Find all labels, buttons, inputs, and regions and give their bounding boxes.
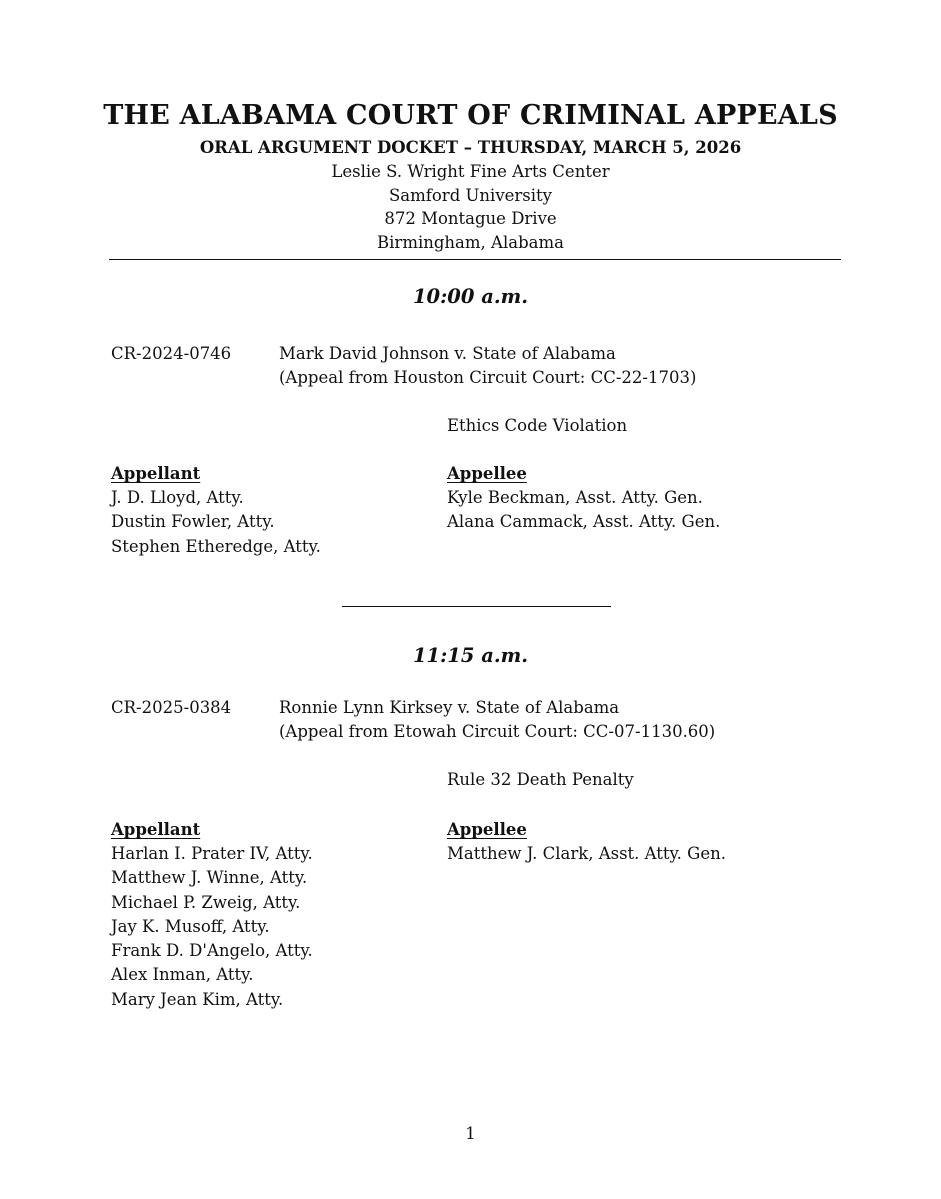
case-1-appellee-heading: Appellee (447, 464, 527, 483)
case-1-number: CR-2024-0746 (111, 344, 232, 363)
attorney-name: Matthew J. Winne, Atty. (111, 868, 308, 888)
case-1-appellant-heading: Appellant (111, 464, 201, 483)
case-1-style: Mark David Johnson v. State of Alabama (279, 344, 616, 363)
attorney-name: Jay K. Musoff, Atty. (111, 916, 270, 936)
case-2-issue: Rule 32 Death Penalty (447, 770, 634, 789)
case-1-time: 10:00 a.m. (412, 285, 529, 308)
case-2-time: 11:15 a.m. (412, 644, 529, 667)
case-1-appellee-attorneys (447, 486, 720, 535)
case-1-appeal-from: (Appeal from Houston Circuit Court: CC-22-1703) (279, 368, 697, 387)
venue-street: 872 Montague Drive (384, 209, 557, 228)
attorney-name: Alana Cammack, Asst. Atty. Gen. (447, 512, 721, 532)
case-divider (342, 606, 611, 607)
attorney-name: Kyle Beckman, Asst. Atty. Gen. (447, 488, 703, 507)
case-2-number: CR-2025-0384 (111, 698, 232, 717)
case-1-appellant-attorneys (111, 486, 321, 559)
attorney-name: Frank D. D'Angelo, Atty. (111, 941, 313, 961)
venue-institution: Samford University (388, 185, 552, 205)
attorney-name: Dustin Fowler, Atty. (111, 512, 275, 532)
case-2-style: Ronnie Lynn Kirksey v. State of Alabama (279, 698, 620, 717)
attorney-name: Matthew J. Clark, Asst. Atty. Gen. (447, 844, 726, 863)
docket-date-line: ORAL ARGUMENT DOCKET – THURSDAY, MARCH 5, 2026 (199, 138, 742, 157)
venue-city: Birmingham, Alabama (377, 232, 564, 252)
case-2-appellee-heading: Appellee (447, 820, 527, 839)
case-1-issue: Ethics Code Violation (447, 416, 628, 435)
page-number: 1 (465, 1124, 476, 1143)
venue-name: Leslie S. Wright Fine Arts Center (331, 162, 610, 181)
case-2-appellee-attorneys (447, 842, 726, 866)
court-title: THE ALABAMA COURT OF CRIMINAL APPEALS (103, 100, 838, 131)
attorney-name: Michael P. Zweig, Atty. (111, 892, 301, 912)
case-2-appellant-attorneys (111, 842, 313, 1012)
attorney-name: J. D. Lloyd, Atty. (111, 488, 244, 507)
attorney-name: Mary Jean Kim, Atty. (111, 989, 284, 1009)
header-divider (109, 259, 841, 260)
attorney-name: Alex Inman, Atty. (111, 965, 254, 985)
attorney-name: Harlan I. Prater IV, Atty. (111, 844, 313, 863)
case-2-appellant-heading: Appellant (111, 820, 201, 839)
docket-header (0, 96, 941, 254)
case-2-appeal-from: (Appeal from Etowah Circuit Court: CC-07-1130.60) (279, 722, 716, 741)
attorney-name: Stephen Etheredge, Atty. (111, 536, 321, 556)
